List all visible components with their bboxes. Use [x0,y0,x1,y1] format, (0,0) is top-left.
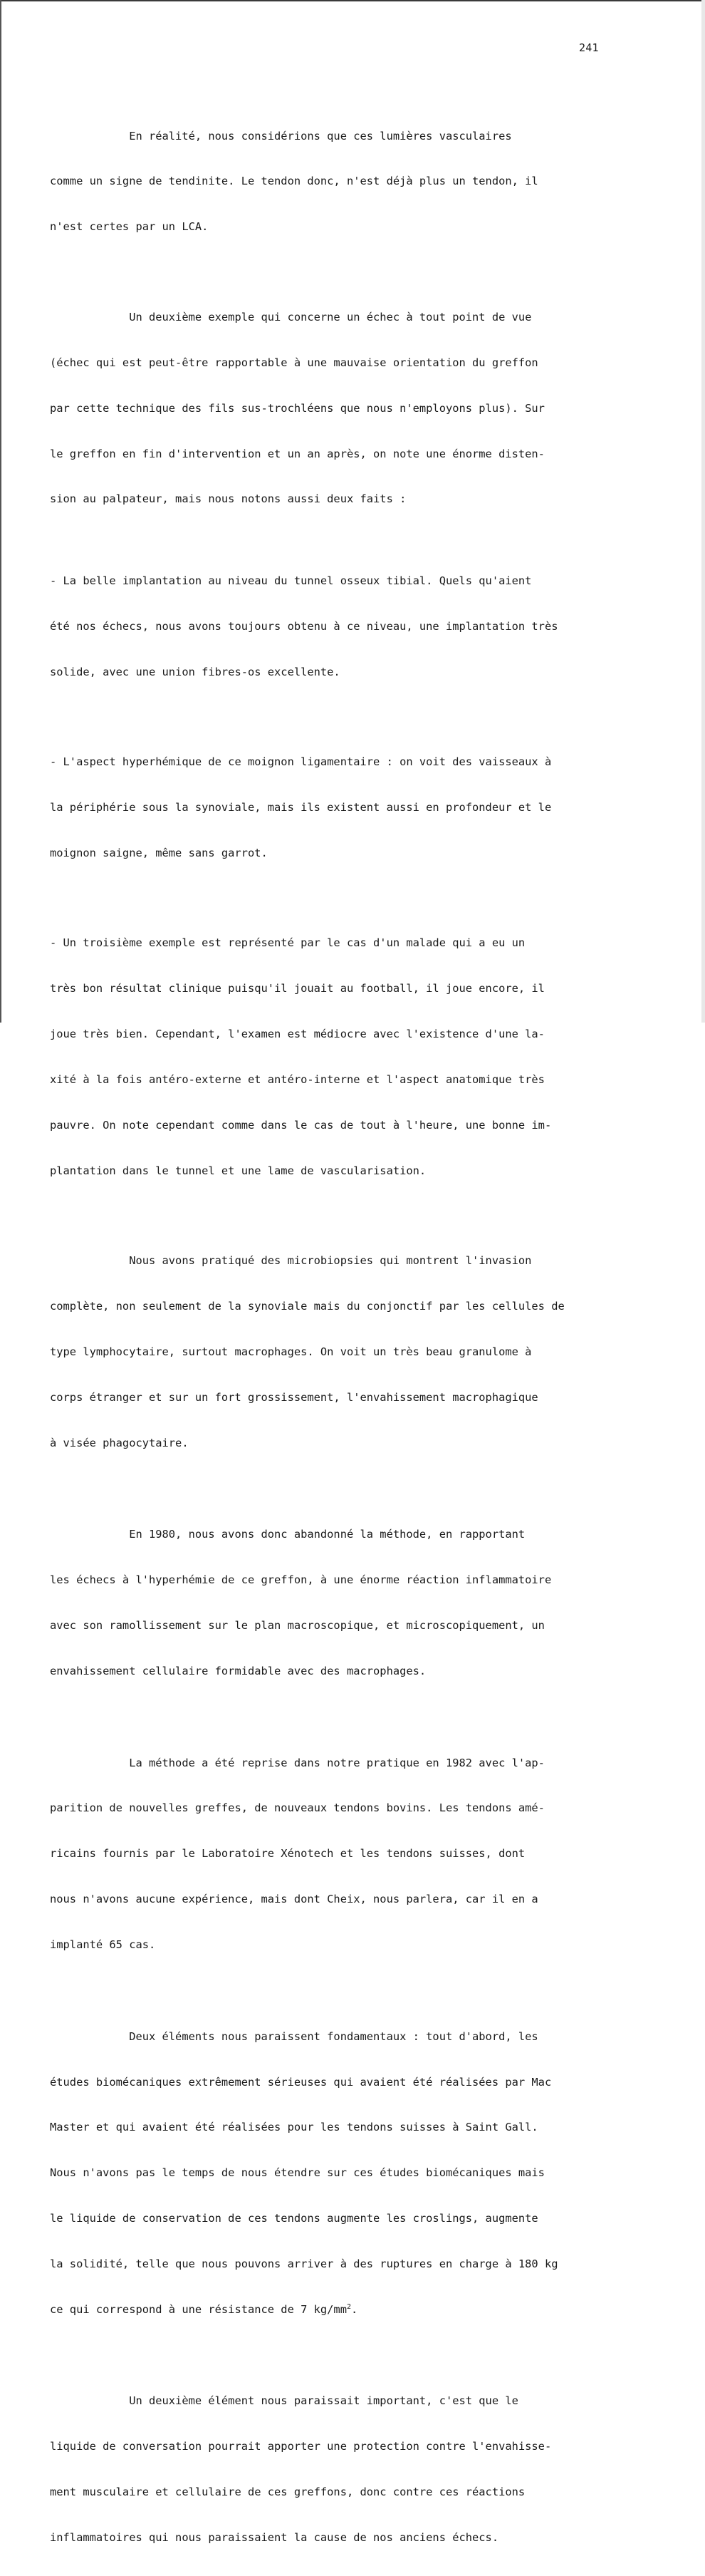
text-line: ment musculaire et cellulaire de ces greffons, donc contre ces réactions [50,2486,526,2499]
paragraph-4 [50,725,635,891]
text-segment: ce qui correspond à une résistance de 7 kg/mm [50,2302,347,2316]
text-line: par cette technique des fils sus-trochléens que nous n'employons plus). Sur [50,401,545,415]
paragraph-gap [50,2348,635,2364]
text-line-with-superscript [50,2302,635,2317]
text-line: inflammatoires qui nous paraissaient la cause de nos anciens échecs. [50,2531,499,2545]
text-line: - L'aspect hyperhémique de ce moignon ligamentaire : on voit des vaisseaux à [50,755,552,769]
text-line: envahissement cellulaire formidable avec des macrophages. [50,1665,427,1678]
text-line: Master et qui avaient été réalisées pour les tendons suisses à Saint Gall. [50,2121,538,2134]
text-line: très bon résultat clinique puisqu'il jouait au football, il joue encore, il [50,982,545,995]
text-line: moignon saigne, même sans garrot. [50,846,268,859]
text-line: études biomécaniques extrêmement sérieuses qui avaient été réalisées par Mac [50,2075,552,2089]
text-line: nous n'avons aucune expérience, mais dont Cheix, nous parlera, car il en a [50,1893,538,1906]
paragraph-gap [50,1983,635,1999]
superscript: 2 [346,2302,351,2311]
paragraph-5 [50,906,635,1209]
text-line: En réalité, nous considérions que ces lumières vasculaires [50,129,512,143]
paragraph-2 [50,279,635,537]
paragraph-8 [50,1725,635,1983]
text-line: Un deuxième exemple qui concerne un échec à tout point de vue [50,310,532,324]
paragraph-gap [50,1209,635,1224]
scan-border-right [701,0,705,1023]
paragraph-7 [50,1497,635,1709]
text-line: corps étranger et sur un fort grossissement, l'envahissement macrophagique [50,1391,538,1405]
text-line: pauvre. On note cependant comme dans le cas de tout à l'heure, une bonne im- [50,1119,552,1132]
text-line: Un deuxième élément nous paraissait important, c'est que le [50,2394,518,2408]
paragraph-gap [50,1709,635,1725]
text-line: les échecs à l'hyperhémie de ce greffon, à une énorme réaction inflammatoire [50,1573,552,1587]
paragraph-10 [50,2364,635,2576]
paragraph-gap [50,891,635,906]
text-line: Nous avons pratiqué des microbiopsies qui montrent l'invasion [50,1254,532,1268]
text-line: solide, avec une union fibres-os excellente. [50,665,340,678]
text-line: plantation dans le tunnel et une lame de vascularisation. [50,1164,427,1177]
paragraph-6 [50,1224,635,1481]
text-line: parition de nouvelles greffes, de nouveaux tendons bovins. Les tendons amé- [50,1801,545,1815]
text-line: la solidité, telle que nous pouvons arriver à des ruptures en charge à 180 kg [50,2257,558,2271]
paragraph-9 [50,1999,635,2348]
text-line: complète, non seulement de la synoviale mais du conjonctif par les cellules de [50,1300,565,1313]
text-line: avec son ramollissement sur le plan macroscopique, et microscopiquement, un [50,1619,545,1633]
text-segment: . [351,2302,358,2316]
page-body [50,98,635,2576]
text-line: la périphérie sous la synoviale, mais ils existent aussi en profondeur et le [50,801,552,814]
text-line: implanté 65 cas. [50,1938,156,1952]
text-line: le greffon en fin d'intervention et un an après, on note une énorme disten- [50,447,545,460]
paragraph-3 [50,543,635,710]
text-line: à visée phagocytaire. [50,1436,189,1449]
text-line: (échec qui est peut-être rapportable à une mauvaise orientation du greffon [50,356,538,369]
text-line: En 1980, nous avons donc abandonné la méthode, en rapportant [50,1528,526,1541]
text-line: - La belle implantation au niveau du tunnel osseux tibial. Quels qu'aient [50,574,532,587]
text-line: sion au palpateur, mais nous notons aussi deux faits : [50,492,407,506]
paragraph-gap [50,1481,635,1497]
text-line: liquide de conversation pourrait apporter une protection contre l'envahisse- [50,2440,552,2453]
paragraph-1 [50,98,635,265]
text-line: joue très bien. Cependant, l'examen est médiocre avec l'existence d'une la- [50,1028,545,1041]
page-number: 241 [579,41,599,54]
text-line: type lymphocytaire, surtout macrophages. On voit un très beau granulome à [50,1345,532,1359]
text-line: le liquide de conservation de ces tendons augmente les croslings, augmente [50,2212,538,2225]
text-line: ricains fournis par le Laboratoire Xénotech et les tendons suisses, dont [50,1847,526,1861]
scan-border-top [0,0,705,1]
text-line: comme un signe de tendinite. Le tendon donc, n'est déjà plus un tendon, il [50,175,538,188]
paragraph-gap [50,537,635,543]
text-line: Deux éléments nous paraissent fondamentaux : tout d'abord, les [50,2029,538,2043]
scan-border-left [0,0,1,1023]
text-line: Nous n'avons pas le temps de nous étendre sur ces études biomécaniques mais [50,2166,545,2180]
text-line: La méthode a été reprise dans notre pratique en 1982 avec l'ap- [50,1756,545,1769]
paragraph-gap [50,265,635,279]
paragraph-gap [50,710,635,725]
text-line: xité à la fois antéro-externe et antéro-interne et l'aspect anatomique très [50,1073,545,1087]
text-line: été nos échecs, nous avons toujours obtenu à ce niveau, une implantation très [50,619,558,633]
text-line: - Un troisième exemple est représenté par le cas d'un malade qui a eu un [50,936,526,950]
text-line: n'est certes par un LCA. [50,220,209,234]
